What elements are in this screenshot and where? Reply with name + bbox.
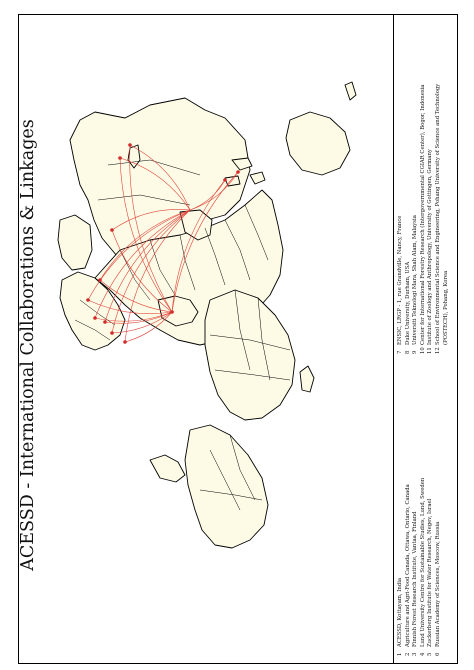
legend-entry-number: 11 xyxy=(427,347,434,354)
legend-entry xyxy=(420,84,428,354)
map-title: ACESSD - International Collaborations & Linkages xyxy=(18,119,38,571)
legend-entry-text: (POSTECH), Pohang, Korea xyxy=(442,270,449,345)
legend-entry-text: Agriculture and Agri-Food Canada, Ottawa, Ontario, Canada xyxy=(404,484,411,647)
legend-entry-number: 7 xyxy=(397,350,403,354)
legend-entry-text: Universiti Teknologi Mara, Shah Alam, Malaysia xyxy=(412,215,419,345)
legend-entry-text: Lund University Centre for Sustainable Studies, Lund, Sweden xyxy=(419,477,426,647)
new-zealand-landmass xyxy=(345,82,356,100)
australia-landmass xyxy=(286,112,350,175)
legend-entry-text: Zuckerberg Institute for Water Research, Negev, Israel xyxy=(427,498,434,647)
south-america-landmass xyxy=(185,425,268,548)
legend-entry xyxy=(427,478,435,656)
institution-marker xyxy=(170,310,174,314)
institution-marker xyxy=(223,178,227,182)
legend-entry xyxy=(435,84,443,354)
legend-entry xyxy=(435,478,443,656)
institution-marker xyxy=(236,170,240,174)
legend-entry-number: 6 xyxy=(434,652,441,656)
institution-marker xyxy=(128,143,132,147)
institution-marker xyxy=(98,278,102,282)
institution-marker xyxy=(86,298,90,302)
legend-entry xyxy=(412,478,420,656)
legend-entry-text: Russian Academy of Sciences, Moscow, Russia xyxy=(434,521,441,647)
legend-entry xyxy=(427,84,435,354)
legend-entry-number: 3 xyxy=(412,652,419,656)
institution-marker xyxy=(118,156,122,160)
institution-marker xyxy=(110,331,114,335)
legend-entry xyxy=(443,84,451,354)
legend-entry-number: 2 xyxy=(404,652,411,656)
legend-entry-text: Duke University, Durham, USA xyxy=(404,261,411,345)
legend-entry-text: Center for International Forestry Research (Intergovernmental CGIAR Center), Bogor, Indonesia xyxy=(419,84,426,345)
legend-entry-number: 5 xyxy=(427,652,434,656)
legend-entry xyxy=(397,84,405,354)
legend-left xyxy=(397,478,443,656)
legend-entry-number: 1 xyxy=(397,652,403,656)
africa-landmass xyxy=(205,290,295,420)
legend-entry-text: Institute of Zoology and Anthropology, University of Gottingen, Germany xyxy=(427,149,434,345)
institution-marker xyxy=(123,340,127,344)
legend-entry-text: ACESSD, Kottayam, India xyxy=(397,577,403,647)
legend-entry-number: 9 xyxy=(412,350,419,354)
legend-entry xyxy=(405,478,413,656)
central-america-landmass xyxy=(150,455,185,482)
legend-entry xyxy=(412,84,420,354)
legend-entry-number: 4 xyxy=(419,652,426,656)
legend-entry-number: 8 xyxy=(404,350,411,354)
legend-entry-text: ENSIC, LRGP - 1, rue Grandville, Nancy, France xyxy=(397,215,403,345)
legend-entry-number: 12 xyxy=(434,347,441,354)
institution-marker xyxy=(103,320,107,324)
legend-entry xyxy=(397,478,405,656)
greenland-landmass xyxy=(58,215,92,270)
madagascar-landmass xyxy=(300,366,314,392)
institution-marker xyxy=(93,316,97,320)
legend-right xyxy=(397,84,450,354)
legend-entry-text: School of Environmental Science and Engineering, Pohang University of Science and Technology xyxy=(434,83,441,345)
institution-marker xyxy=(110,228,114,232)
legend-entry xyxy=(405,84,413,354)
legend-entry-number: 10 xyxy=(419,347,426,354)
legend-entry xyxy=(420,478,428,656)
legend-entry-text: Finnish Forest Research Institute, Vantaa, Finland xyxy=(412,511,419,647)
